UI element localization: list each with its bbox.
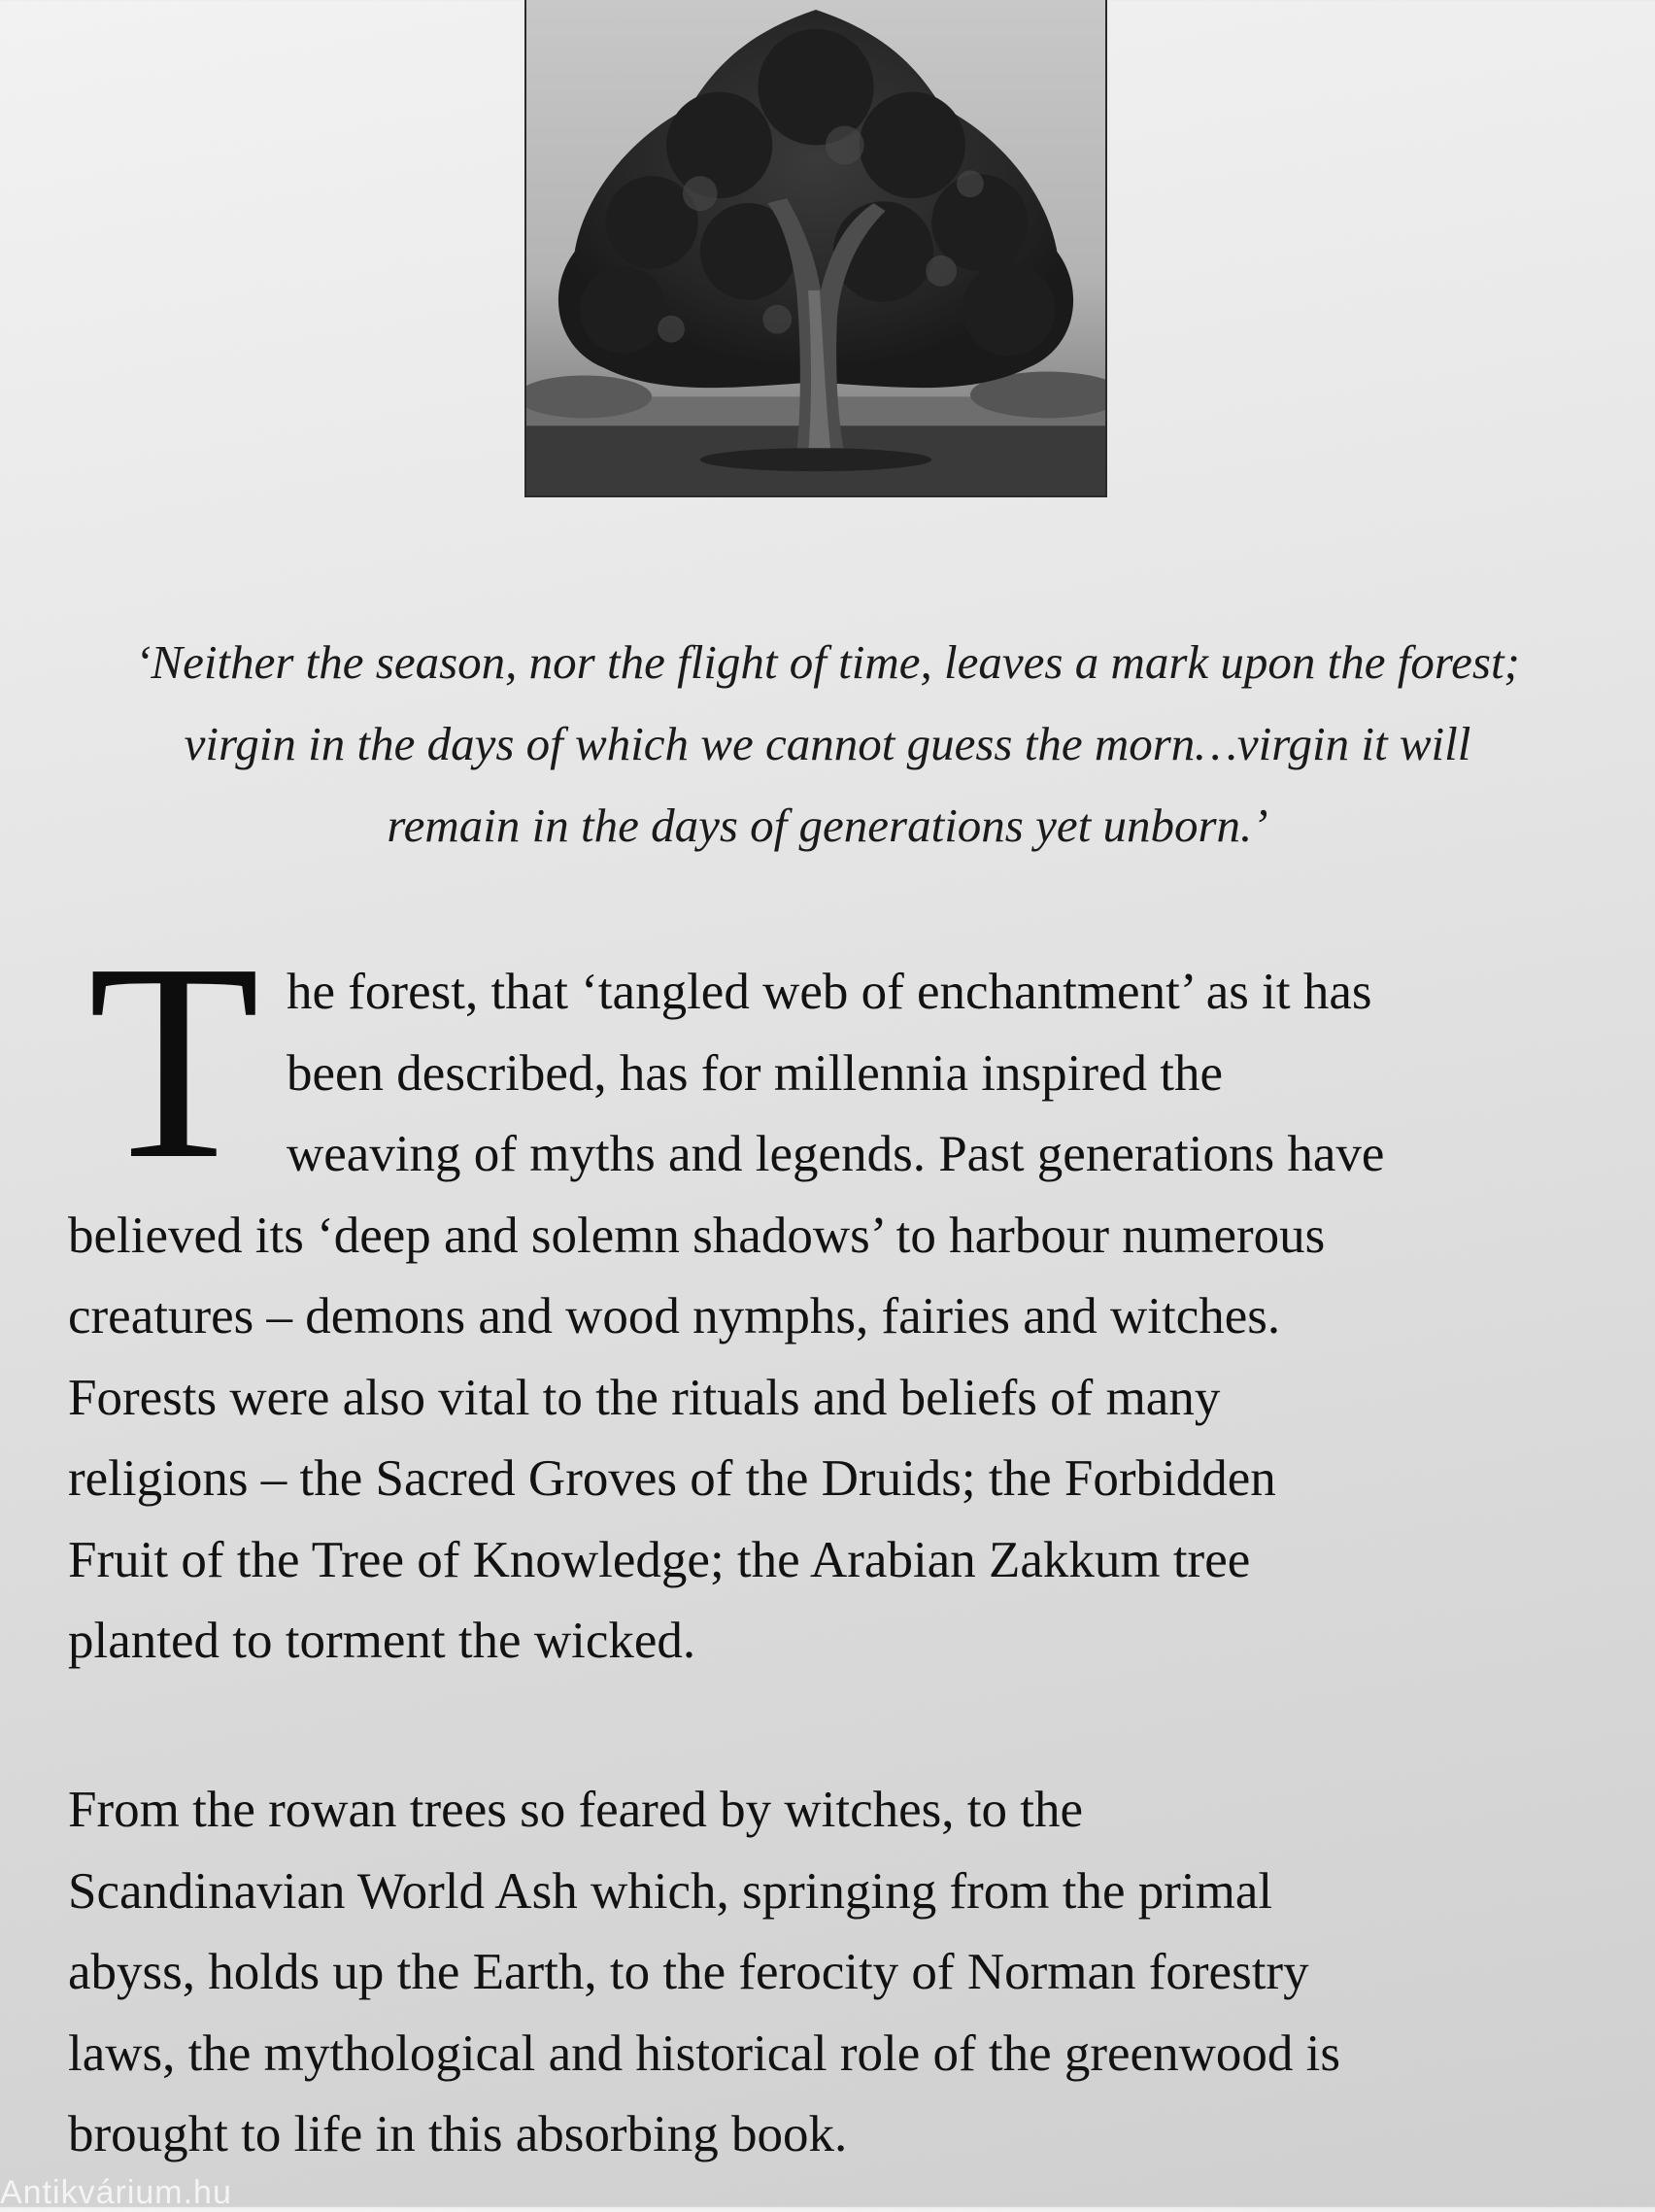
paragraph-line: laws, the mythological and historical role of the greenwood is bbox=[68, 2025, 1340, 2082]
tree-illustration bbox=[524, 0, 1107, 497]
paragraph-line: abyss, holds up the Earth, to the ferocity of Norman forestry bbox=[68, 1944, 1309, 2000]
paragraph-line: religions – the Sacred Groves of the Druids; the Forbidden bbox=[68, 1450, 1276, 1507]
paragraph-line: planted to torment the wicked. bbox=[68, 1613, 696, 1669]
paragraph-line: From the rowan trees so feared by witches, to the bbox=[68, 1782, 1083, 1838]
epigraph-quote bbox=[87, 622, 1568, 867]
paragraph-line: been described, has for millennia inspired the bbox=[287, 1044, 1223, 1102]
watermark: Antikvárium.hu bbox=[0, 2174, 232, 2211]
paragraph-two bbox=[68, 1770, 1544, 2176]
quote-line: virgin in the days of which we cannot guess the morn…virgin it will bbox=[184, 717, 1471, 770]
paragraph-line: Fruit of the Tree of Knowledge; the Arabian Zakkum tree bbox=[68, 1531, 1251, 1588]
paragraph-line: brought to life in this absorbing book. bbox=[68, 2106, 848, 2162]
tree-icon bbox=[526, 0, 1105, 495]
paragraph-line: creatures – demons and wood nymphs, fairies and witches. bbox=[68, 1288, 1281, 1344]
drop-cap: T bbox=[87, 905, 260, 1217]
paragraph-one bbox=[68, 952, 1544, 1683]
paragraph-line: Scandinavian World Ash which, springing from the primal bbox=[68, 1862, 1273, 1920]
paragraph-line: he forest, that ‘tangled web of enchantment’ as it has bbox=[287, 964, 1372, 1020]
paragraph-line: Forests were also vital to the rituals and beliefs of many bbox=[68, 1369, 1221, 1426]
paragraph-line: weaving of myths and legends. Past generations have bbox=[287, 1126, 1385, 1182]
quote-line: remain in the days of generations yet unborn.’ bbox=[387, 799, 1268, 852]
paragraph-line: believed its ‘deep and solemn shadows’ to harbour numerous bbox=[68, 1207, 1326, 1264]
quote-line: ‘Neither the season, nor the flight of time, leaves a mark upon the forest; bbox=[135, 635, 1520, 689]
